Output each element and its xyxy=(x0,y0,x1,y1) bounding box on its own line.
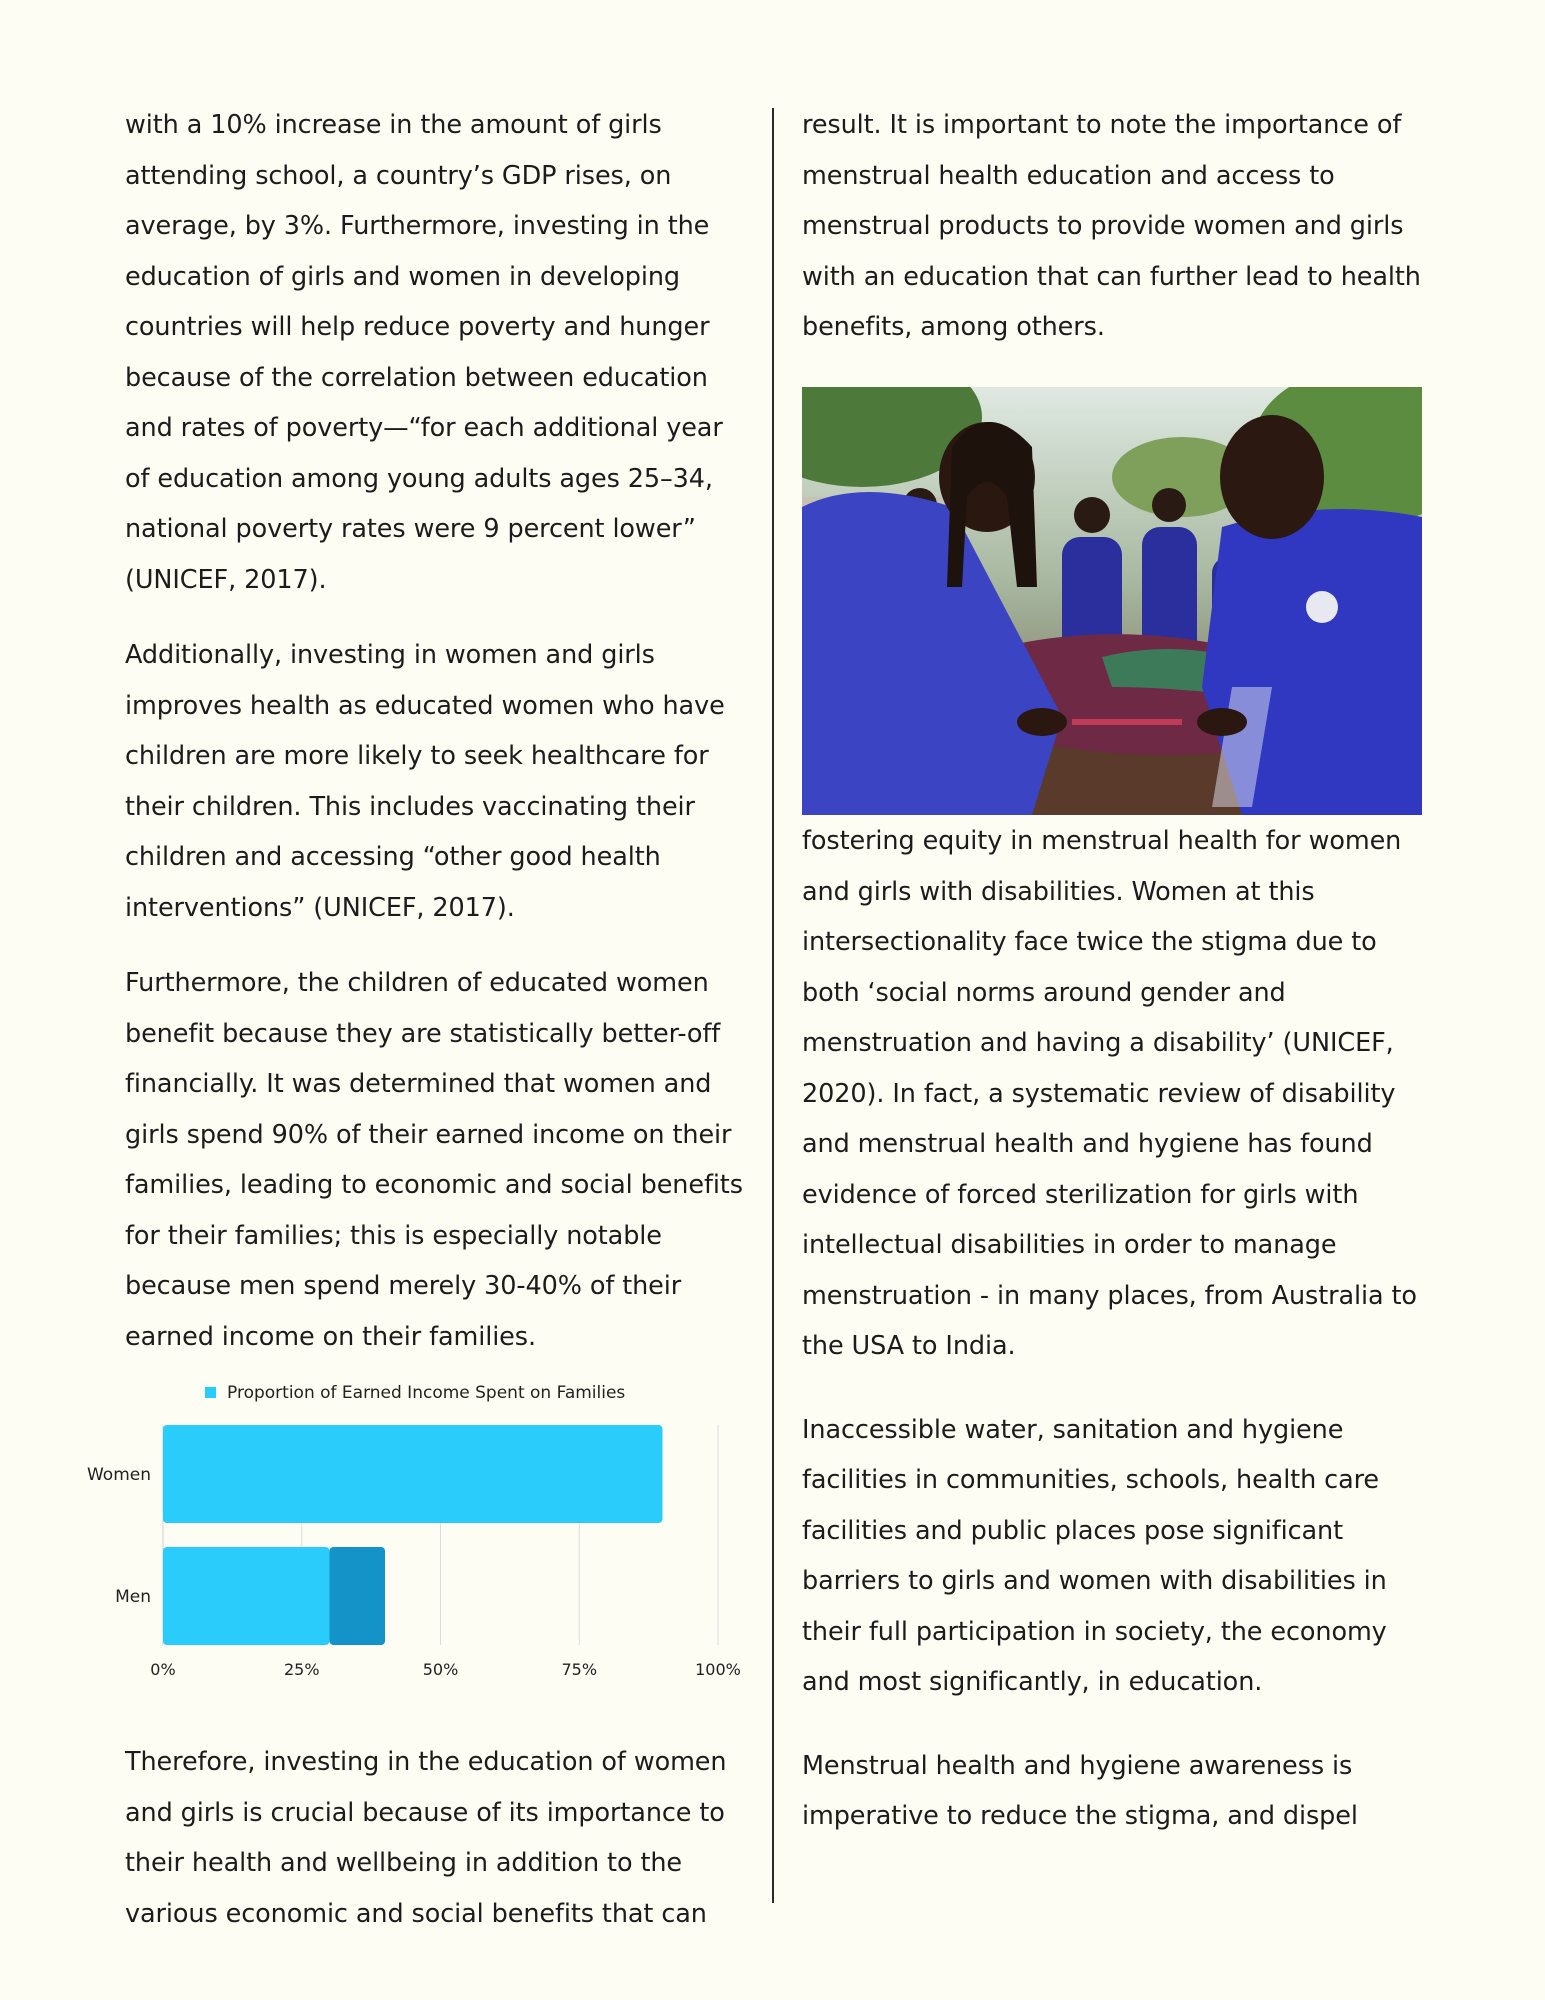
bar-men xyxy=(163,1547,330,1645)
paragraph: Menstrual health and hygiene awareness is imperative to reduce the stigma, and dispel xyxy=(802,1750,1358,1831)
income-bar-chart xyxy=(70,1380,760,1680)
x-tick-label: 75% xyxy=(561,1660,598,1679)
x-tick-label: 0% xyxy=(150,1660,176,1679)
x-tick-label: 25% xyxy=(283,1660,320,1679)
bar-women xyxy=(163,1425,663,1523)
right-column xyxy=(802,100,1427,1842)
paragraph: with a 10% increase in the amount of girls attending school, a country’s GDP rises, on average, by 3%. Furthermore, investing in the education of girls and women in developing countries will help reduce poverty and hunger because of the correlation between education and rates of poverty—“for each additional year of education among young adults ages 25–34, national poverty rates were 9 percent lower” (UNICEF, 2017). xyxy=(125,110,723,595)
x-tick-label: 100% xyxy=(695,1660,741,1679)
legend-swatch xyxy=(205,1387,216,1398)
category-label: Women xyxy=(86,1465,151,1485)
paragraph: Additionally, investing in women and girls improves health as educated women who have children are more likely to seek healthcare for their children. This includes vaccinating their children and accessing “other good health interventions” (UNICEF, 2017). xyxy=(125,640,725,923)
paragraph: Inaccessible water, sanitation and hygiene facilities in communities, schools, health care facilities and public places pose significant barriers to girls and women with disabilities in their full participation in society, the economy and most significantly, in education. xyxy=(802,1414,1387,1697)
bar-range-extension xyxy=(330,1547,386,1645)
paragraph: fostering equity in menstrual health for women and girls with disabilities. Women at this intersectionality face twice the stigma due to both ‘social norms around gender and menstruation and having a disability’ (UNICEF, 2020). In fact, a systematic review of disability and menstrual health and hygiene has found evidence of forced sterilization for girls with intellectual disabilities in order to manage menstruation - in many places, from Australia to the USA to India. xyxy=(802,826,1417,1361)
column-divider xyxy=(772,108,774,1903)
paragraph: Therefore, investing in the education of women and girls is crucial because of its importance to their health and wellbeing in addition to the various economic and social benefits that can xyxy=(125,1747,727,1929)
legend-label: Proportion of Earned Income Spent on Families xyxy=(227,1383,626,1403)
photo-students-sewing-icon xyxy=(802,387,1422,815)
x-tick-label: 50% xyxy=(422,1660,459,1679)
paragraph: Furthermore, the children of educated women benefit because they are statistically better-off financially. It was determined that women and girls spend 90% of their earned income on their families, leading to economic and social benefits for their families; this is especially notable because men spend merely 30-40% of their earned income on their families. xyxy=(125,968,743,1352)
paragraph: result. It is important to note the importance of menstrual health education and access to menstrual products to provide women and girls with an education that can further lead to health benefits, among others. xyxy=(802,110,1421,342)
category-label: Men xyxy=(115,1587,151,1607)
